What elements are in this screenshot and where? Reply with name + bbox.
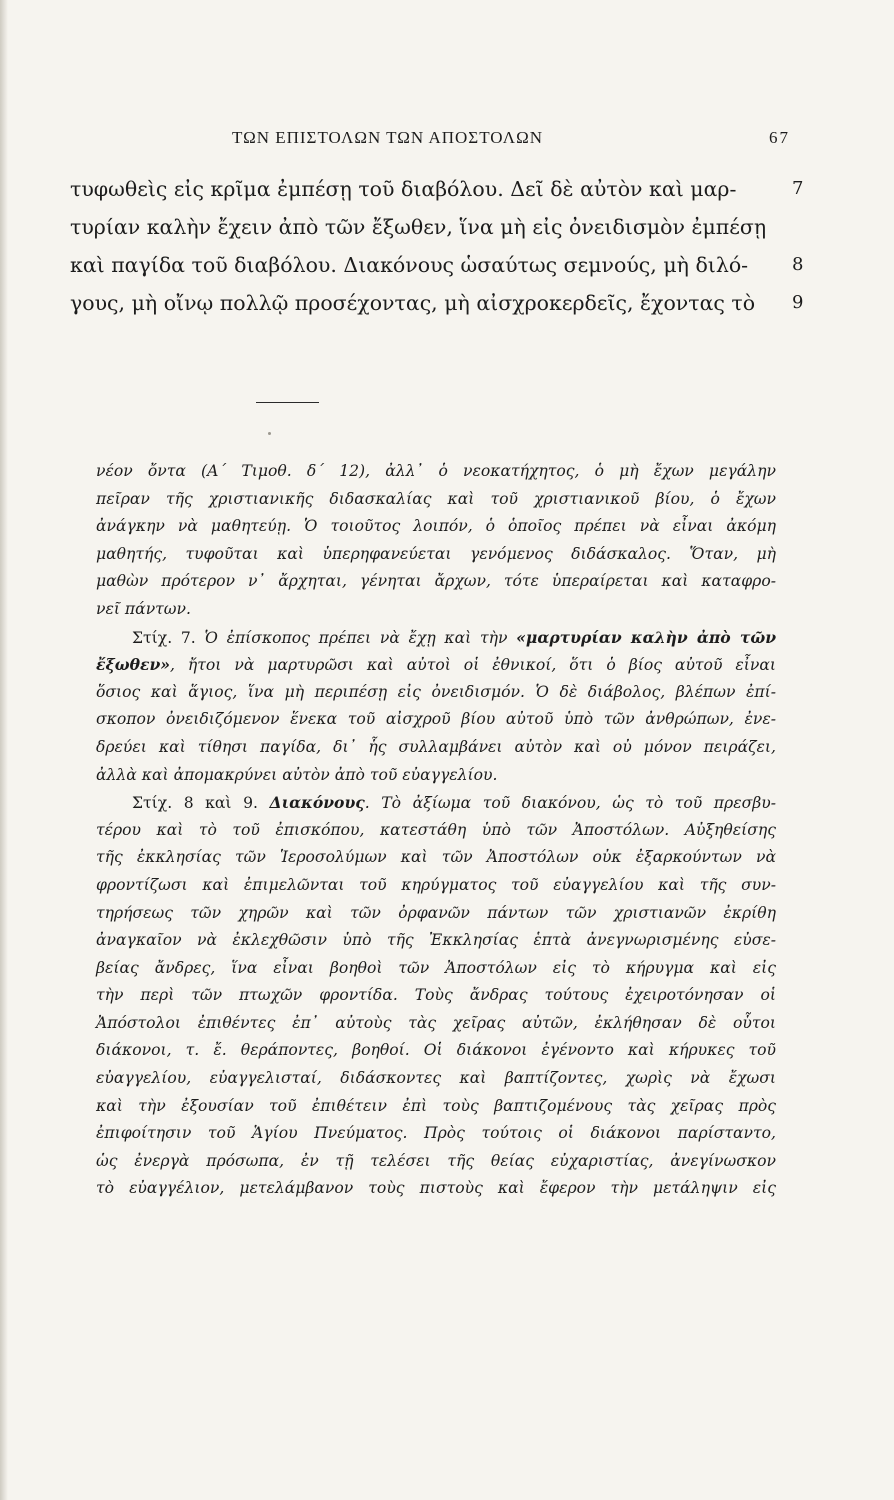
commentary-line — [96, 651, 776, 679]
commentary-text-run: Ὁ ἐπίσκοπος πρέπει νὰ ἔχῃ καὶ τὴν — [195, 628, 517, 647]
scripture-line — [70, 208, 770, 246]
commentary-line: τέρου καὶ τὸ τοῦ ἐπισκόπου, κατεστάθη ὑπὸ τῶν Ἀποστόλων. Αὐξηθείσης — [96, 820, 776, 839]
scripture-line-text: καὶ παγίδα τοῦ διαβόλου. Διακόνους ὡσαύτως σεμνούς, μὴ διλό- — [70, 253, 749, 277]
commentary-line: ὡς ἐνεργὰ πρόσωπα, ἐν τῇ τελέσει τῆς θείας εὐχαριστίας, ἀνεγίνωσκον — [96, 1151, 776, 1170]
emphasized-quote: «μαρτυρίαν καλὴν ἀπὸ τῶν — [516, 627, 777, 647]
running-title: ΤΩΝ ΕΠΙΣΤΟΛΩΝ ΤΩΝ ΑΠΟΣΤΟΛΩΝ — [232, 128, 543, 147]
commentary-text-run: . Τὸ ἀξίωμα τοῦ διακόνου, ὡς τὸ τοῦ πρεσβυ- — [364, 794, 776, 813]
scripture-text — [70, 170, 804, 322]
verse-label: Στίχ. 8 καὶ 9. — [132, 794, 258, 813]
commentary-line: ἀνάγκην νὰ μαθητεύῃ. Ὁ τοιοῦτος λοιπόν, ὁ ὁποῖος πρέπει νὰ εἶναι ἀκόμη — [96, 517, 776, 536]
commentary-line: τηρήσεως τῶν χηρῶν καὶ τῶν ὀρφανῶν πάντων τῶν χριστιανῶν ἐκρίθη — [96, 903, 776, 922]
commentary-line: διάκονοι, τ. ἔ. θεράποντες, βοηθοί. Οἱ διάκονοι ἐγένοντο καὶ κήρυκες τοῦ — [96, 1041, 776, 1060]
page-binding-edge — [0, 0, 8, 1500]
commentary-line: τὸ εὐαγγέλιον, μετελάμβανον τοὺς πιστοὺς καὶ ἔφερον τὴν μετάληψιν εἰς — [96, 1179, 776, 1198]
commentary-line: νέον ὄντα (Α΄ Τιμοθ. δ΄ 12), ἀλλ᾽ ὁ νεοκατήχητος, ὁ μὴ ἔχων μεγάλην — [96, 462, 776, 480]
scripture-line — [70, 170, 804, 208]
commentary-text — [96, 458, 776, 1203]
commentary-line — [96, 624, 776, 652]
commentary-line: εὐαγγελίου, εὐαγγελισταί, διδάσκοντες καὶ βαπτίζοντες, χωρὶς νὰ ἔχωσι — [96, 1069, 776, 1088]
commentary-line: μαθὼν πρότερον ν᾽ ἄρχηται, γένηται ἄρχων, τότε ὑπεραίρεται καὶ καταφρο- — [96, 572, 776, 591]
commentary-line: μαθητής, τυφοῦται καὶ ὑπερηφανεύεται γενόμενος διδάσκαλος. Ὅταν, μὴ — [96, 544, 776, 563]
scripture-line — [70, 246, 804, 284]
scripture-line-text: τυρίαν καλὴν ἔχειν ἀπὸ τῶν ἔξωθεν, ἵνα μὴ εἰς ὀνειδισμὸν ἐμπέσῃ — [70, 215, 767, 239]
verse-number: 8 — [792, 254, 804, 275]
commentary-line: πεῖραν τῆς χριστιανικῆς διδασκαλίας καὶ τοῦ χριστιανικοῦ βίου, ὁ ἔχων — [96, 489, 776, 508]
commentary-line: Ἀπόστολοι ἐπιθέντες ἐπ᾽ αὐτοὺς τὰς χεῖρας αὐτῶν, ἐκλήθησαν δὲ οὗτοι — [96, 1013, 776, 1032]
commentary-line: ἐπιφοίτησιν τοῦ Ἁγίου Πνεύματος. Πρὸς τούτοις οἱ διάκονοι παρίσταντο, — [96, 1124, 776, 1143]
commentary-line: δρεύει καὶ τίθησι παγίδα, δι᾽ ἧς συλλαμβάνει αὐτὸν καὶ οὐ μόνον πειράζει, — [96, 737, 776, 756]
commentary-line: ἀλλὰ καὶ ἀπομακρύνει αὐτὸν ἀπὸ τοῦ εὐαγγελίου. — [96, 765, 498, 784]
commentary-line: σκοπον ὀνειδιζόμενον ἕνεκα τοῦ αἰσχροῦ βίου αὐτοῦ ὑπὸ τῶν ἀνθρώπων, ἐνε- — [96, 710, 776, 729]
commentary-line — [96, 789, 776, 817]
scripture-line — [70, 284, 804, 322]
commentary-line: καὶ τὴν ἐξουσίαν τοῦ ἐπιθέτειν ἐπὶ τοὺς βαπτιζομένους τὰς χεῖρας πρὸς — [96, 1096, 776, 1115]
commentary-line: νεῖ πάντων. — [96, 599, 191, 618]
scripture-line-text: τυφωθεὶς εἰς κρῖμα ἐμπέσῃ τοῦ διαβόλου. Δεῖ δὲ αὐτὸν καὶ μαρ- — [70, 177, 737, 201]
verse-label: Στίχ. 7. — [132, 628, 196, 647]
emphasized-quote: ἔξωθεν» — [96, 655, 171, 675]
verse-number: 9 — [792, 292, 804, 313]
commentary-line: τὴν περὶ τῶν πτωχῶν φροντίδα. Τοὺς ἄνδρας τούτους ἐχειροτόνησαν οἱ — [96, 986, 776, 1005]
section-divider — [256, 402, 319, 403]
commentary-text-run: , ἤτοι νὰ μαρτυρῶσι καὶ αὐτοὶ οἱ ἐθνικοί, ὅτι ὁ βίος αὐτοῦ εἶναι — [170, 656, 776, 675]
commentary-line: φροντίζωσι καὶ ἐπιμελῶνται τοῦ κηρύγματος τοῦ εὐαγγελίου καὶ τῆς συν- — [96, 875, 776, 894]
page-number: 67 — [769, 128, 790, 147]
commentary-line: τῆς ἐκκλησίας τῶν Ἱεροσολύμων καὶ τῶν Ἀποστόλων οὐκ ἐξαρκούντων νὰ — [96, 848, 776, 867]
running-header — [150, 128, 790, 154]
commentary-line: βείας ἄνδρες, ἵνα εἶναι βοηθοὶ τῶν Ἀποστόλων εἰς τὸ κήρυγμα καὶ εἰς — [96, 958, 776, 977]
commentary-line: ὅσιος καὶ ἅγιος, ἵνα μὴ περιπέσῃ εἰς ὀνειδισμόν. Ὁ δὲ διάβολος, βλέπων ἐπί- — [96, 682, 776, 701]
commentary-line: ἀναγκαῖον νὰ ἐκλεχθῶσιν ὑπὸ τῆς Ἐκκλησίας ἑπτὰ ἀνεγνωρισμένης εὐσε- — [96, 931, 776, 950]
emphasized-term: Διακόνους — [269, 793, 365, 813]
page-speck — [268, 432, 271, 435]
scripture-line-text: γους, μὴ οἴνῳ πολλῷ προσέχοντας, μὴ αἰσχροκερδεῖς, ἔχοντας τὸ — [70, 291, 756, 315]
verse-number: 7 — [792, 178, 804, 199]
